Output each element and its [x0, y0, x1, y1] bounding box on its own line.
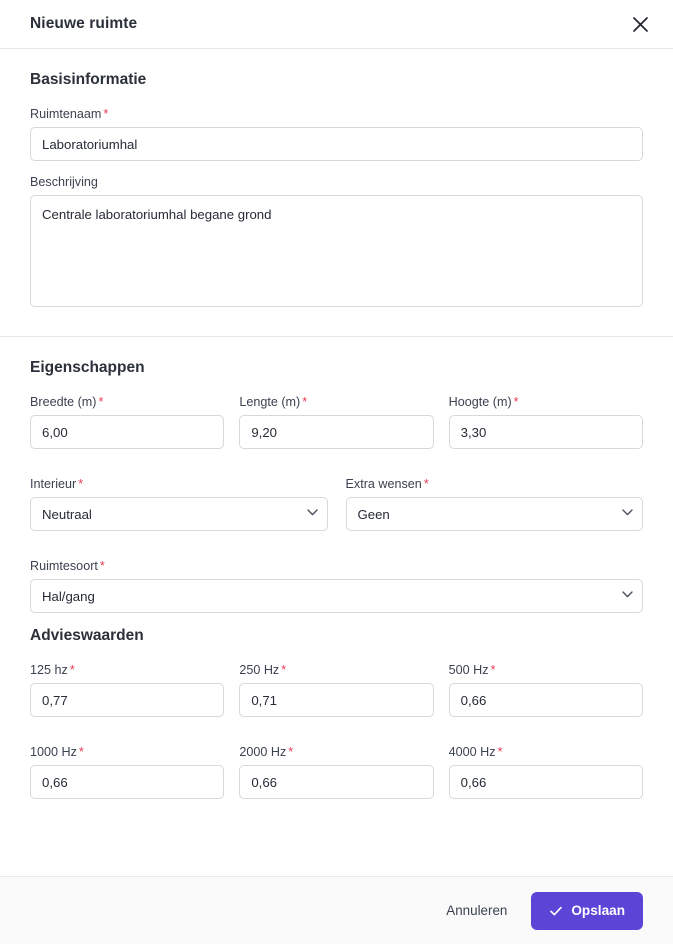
field-1000hz [30, 745, 224, 799]
label-2000hz [239, 745, 433, 759]
label-interieur [30, 477, 328, 491]
preferences-row [30, 477, 643, 545]
field-interieur [30, 477, 328, 531]
section-eigenschappen [0, 337, 673, 837]
field-ruimtenaam [30, 107, 643, 161]
label-beschrijving [30, 175, 643, 189]
required-marker: * [103, 107, 109, 121]
field-4000hz [449, 745, 643, 813]
1000hz-input[interactable] [30, 765, 224, 799]
advieswaarden-row-2 [30, 745, 643, 813]
label-ruimtesoort [30, 559, 643, 573]
extra-wensen-select-wrap [346, 497, 644, 531]
500hz-input[interactable] [449, 683, 643, 717]
dialog-title: Nieuwe ruimte [30, 15, 138, 32]
2000hz-input[interactable] [239, 765, 433, 799]
label-interieur-text: Interieur [30, 477, 77, 491]
label-hoogte-text: Hoogte (m) [448, 395, 512, 409]
extra-wensen-select[interactable] [346, 497, 644, 531]
cancel-button[interactable]: Annuleren [440, 895, 513, 926]
required-marker: * [490, 663, 496, 677]
field-125hz [30, 663, 224, 717]
hoogte-input[interactable] [449, 415, 643, 449]
section-title-basisinformatie: Basisinformatie [30, 71, 147, 88]
label-1000hz-text: 1000 Hz [30, 745, 77, 759]
field-2000hz [239, 745, 433, 799]
label-4000hz [449, 745, 643, 759]
section-title-advieswaarden: Advieswaarden [30, 627, 144, 644]
label-breedte [30, 395, 224, 409]
label-500hz [449, 663, 643, 677]
dialog-footer [0, 876, 673, 944]
label-extra-wensen-text: Extra wensen [345, 477, 422, 491]
advieswaarden-row-1 [30, 663, 643, 731]
field-ruimtesoort [30, 559, 643, 613]
label-125hz [30, 663, 224, 677]
required-marker: * [69, 663, 75, 677]
label-1000hz [30, 745, 224, 759]
dialog-body [0, 49, 673, 876]
save-button-label: Opslaan [571, 903, 625, 918]
required-marker: * [497, 745, 503, 759]
section-title-eigenschappen: Eigenschappen [30, 359, 145, 376]
label-extra-wensen [346, 477, 644, 491]
field-hoogte [449, 395, 643, 463]
label-2000hz-text: 2000 Hz [239, 745, 287, 759]
label-lengte-text: Lengte (m) [239, 395, 301, 409]
250hz-input[interactable] [239, 683, 433, 717]
label-250hz [239, 663, 433, 677]
label-beschrijving-text: Beschrijving [30, 175, 98, 189]
required-marker: * [98, 395, 104, 409]
ruimtesoort-select[interactable] [30, 579, 643, 613]
required-marker: * [423, 477, 429, 491]
breedte-input[interactable] [30, 415, 224, 449]
required-marker: * [281, 663, 287, 677]
field-250hz [239, 663, 433, 717]
field-breedte [30, 395, 224, 449]
label-125hz-text: 125 hz [30, 663, 68, 677]
label-ruimtenaam-text: Ruimtenaam [30, 107, 102, 121]
dialog-header [0, 0, 673, 49]
label-lengte [239, 395, 433, 409]
label-4000hz-text: 4000 Hz [448, 745, 496, 759]
required-marker: * [99, 559, 105, 573]
close-button[interactable] [625, 9, 655, 39]
interieur-select-wrap [30, 497, 328, 531]
label-hoogte [449, 395, 643, 409]
beschrijving-textarea[interactable] [30, 195, 643, 307]
required-marker: * [513, 395, 519, 409]
required-marker: * [288, 745, 294, 759]
field-extra-wensen [346, 477, 644, 545]
check-icon [549, 904, 563, 918]
field-500hz [449, 663, 643, 731]
125hz-input[interactable] [30, 683, 224, 717]
4000hz-input[interactable] [449, 765, 643, 799]
required-marker: * [302, 395, 308, 409]
ruimtenaam-input[interactable] [30, 127, 643, 161]
required-marker: * [78, 477, 84, 491]
dimensions-row [30, 395, 643, 463]
ruimtesoort-select-wrap [30, 579, 643, 613]
section-basisinformatie [0, 49, 673, 337]
label-breedte-text: Breedte (m) [30, 395, 97, 409]
required-marker: * [78, 745, 84, 759]
save-button[interactable] [531, 892, 643, 930]
label-ruimtesoort-text: Ruimtesoort [30, 559, 98, 573]
lengte-input[interactable] [239, 415, 433, 449]
label-250hz-text: 250 Hz [239, 663, 280, 677]
field-lengte [239, 395, 433, 449]
field-beschrijving [30, 175, 643, 312]
interieur-select[interactable] [30, 497, 328, 531]
label-500hz-text: 500 Hz [448, 663, 489, 677]
label-ruimtenaam [30, 107, 643, 121]
close-icon [632, 16, 649, 33]
